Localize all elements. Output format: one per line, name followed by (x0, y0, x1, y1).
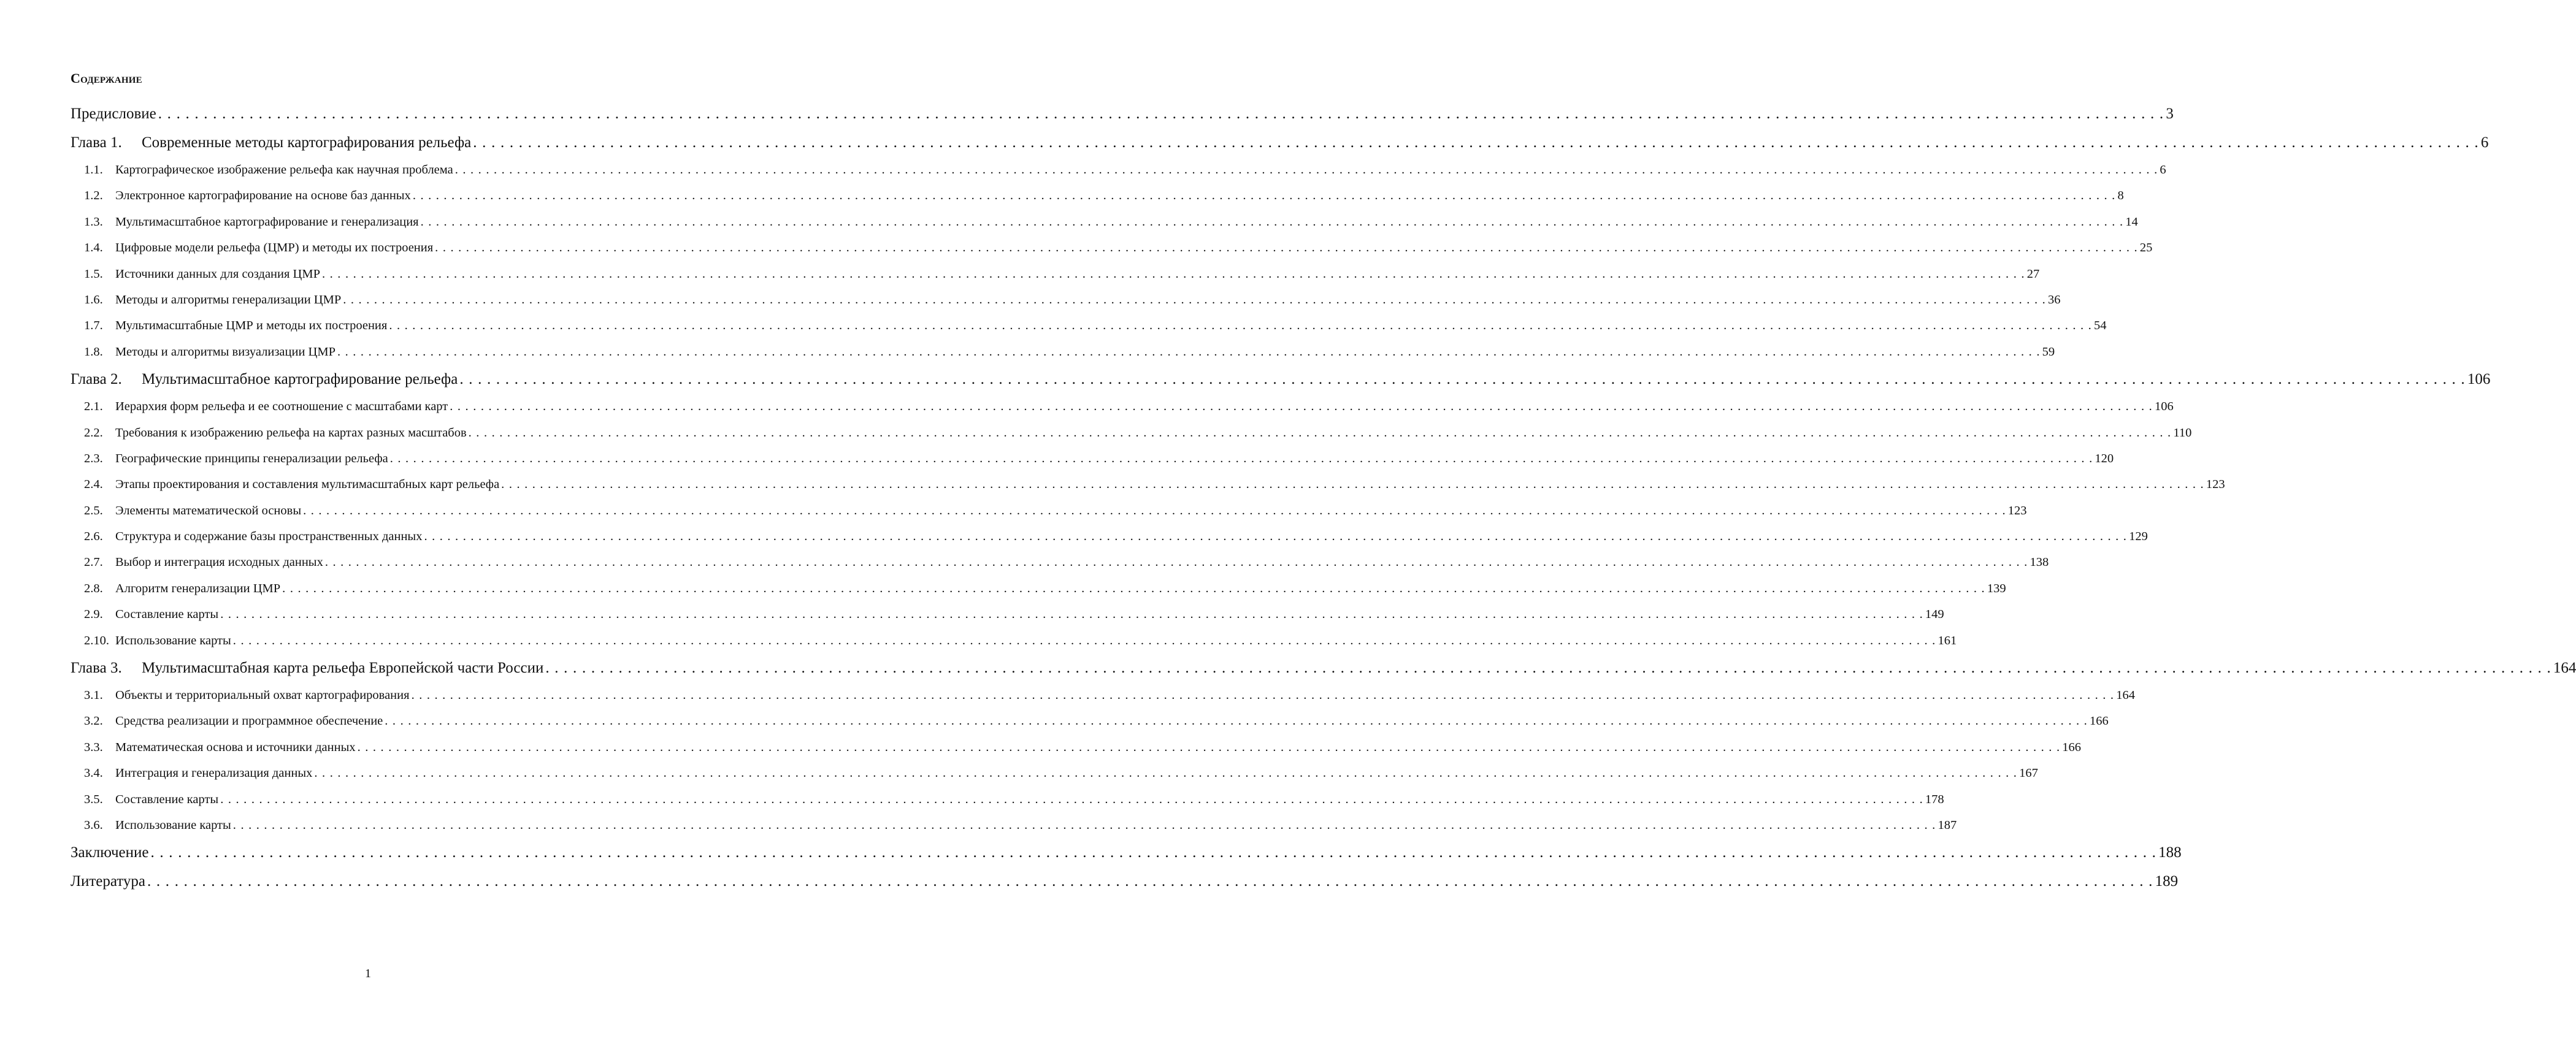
dot-leader: . . . . . . . . . . . . . . . . . . . . . . . . . . . . . . . . . . . . . . . . . . . . . . . . . . . . . . . . . . . . . . . . . . . . . . . . . . . . . . . . . . . . . . . . . . . . . . . . . . . . . . . . . . . . . . . . . . . . . . . . . . . . . . . . . . . . . . . . . . . . . . . . . . . . . . . . . . . . . . . . . . . . . . . . . . . . . . . . . . . . . . . . . . . . . . . . . . . . . . . . . . . . . . . . . . . . . . . . . . . . (413, 183, 2116, 208)
dot-leader: . . . . . . . . . . . . . . . . . . . . . . . . . . . . . . . . . . . . . . . . . . . . . . . . . . . . . . . . . . . . . . . . . . . . . . . . . . . . . . . . . . . . . . . . . . . . . . . . . . . . . . . . . . . . . . . . . . . . . . . . . . . . . . . . . . . . . . . . . . . . . . . . . . . . . . . . . . . . . . . . . . . . . . . . . . . . . . . . . . . . . . . . . . . . . . . . . . . . . . . . . . . . . . . . . . . . . . . . . . . . (325, 549, 2028, 575)
dot-leader: . . . . . . . . . . . . . . . . . . . . . . . . . . . . . . . . . . . . . . . . . . . . . . . . . . . . . . . . . . . . . . . . . . . . . . . . . . . . . . . . . . . . . . . . . . . . . . . . . . . . . . . . . . . . . . . . . . . . . . . . . . . . . . . . . . . . . . . . . . . . . . . . . . . . . . . . . . . . . . . . . . . . . . . . . . . . . . . . . . . . . . . . . . . . . . . . . . . . . . . . . . . . . . . . . . . . . . . . . . . . (545, 654, 2551, 682)
toc-section-entry[interactable] (71, 734, 652, 760)
entry-title: Средства реализации и программное обеспечение (115, 708, 383, 734)
entry-number: Глава 3. (71, 654, 142, 682)
entry-page-number: 161 (1938, 628, 1957, 654)
toc-chapter-entry[interactable] (71, 128, 652, 157)
entry-title: Этапы проектирования и составления мультимасштабных карт рельефа (115, 471, 499, 497)
entry-title: Методы и алгоритмы визуализации ЦМР (115, 339, 335, 365)
toc-section-entry[interactable] (71, 760, 652, 786)
entry-number: 2.7. (84, 549, 115, 575)
entry-title: Литература (71, 867, 145, 896)
entry-title: Мультимасштабное картографирование и генерализация (115, 209, 419, 235)
entry-page-number: 120 (2095, 446, 2114, 471)
entry-number: Глава 2. (71, 365, 142, 394)
entry-page-number: 164 (2116, 682, 2135, 708)
entry-page-number: 123 (2206, 471, 2225, 497)
toc-chapter-entry[interactable] (71, 365, 652, 394)
dot-leader: . . . . . . . . . . . . . . . . . . . . . . . . . . . . . . . . . . . . . . . . . . . . . . . . . . . . . . . . . . . . . . . . . . . . . . . . . . . . . . . . . . . . . . . . . . . . . . . . . . . . . . . . . . . . . . . . . . . . . . . . . . . . . . . . . . . . . . . . . . . . . . . . . . . . . . . . . . . . . . . . . . . . . . . . . . . . . . . . . . . . . . . . . . . . . . . . . . . . . . . . . . . . . . . . . . . . . . . . . . . . (421, 209, 2124, 235)
dot-leader: . . . . . . . . . . . . . . . . . . . . . . . . . . . . . . . . . . . . . . . . . . . . . . . . . . . . . . . . . . . . . . . . . . . . . . . . . . . . . . . . . . . . . . . . . . . . . . . . . . . . . . . . . . . . . . . . . . . . . . . . . . . . . . . . . . . . . . . . . . . . . . . . . . . . . . . . . . . . . . . . . . . . . . . . . . . . . . . . . . . . . . . . . . . . . . . . . . . . . . . . . . . . . . . . . . . . . . . . . . . . (322, 261, 2025, 287)
dot-leader: . . . . . . . . . . . . . . . . . . . . . . . . . . . . . . . . . . . . . . . . . . . . . . . . . . . . . . . . . . . . . . . . . . . . . . . . . . . . . . . . . . . . . . . . . . . . . . . . . . . . . . . . . . . . . . . . . . . . . . . . . . . . . . . . . . . . . . . . . . . . . . . . . . . . . . . . . . . . . . . . . . . . . . . . . . . . . . . . . . . . . . . . . . . . . . . . . . . . . . . . . . . . . . . . . . . . . . . . . . . . (314, 760, 2017, 786)
entry-page-number: 123 (2008, 498, 2027, 524)
toc-section-entry[interactable] (71, 157, 652, 183)
entry-title: Математическая основа и источники данных (115, 734, 356, 760)
entry-title: Элементы математической основы (115, 498, 301, 524)
entry-title: Мультимасштабная карта рельефа Европейской части России (142, 654, 543, 682)
entry-title: Составление карты (115, 787, 218, 812)
entry-title: Предисловие (71, 99, 156, 128)
entry-number: 3.4. (84, 760, 115, 786)
entry-number: Глава 1. (71, 128, 142, 157)
entry-title: Мультимасштабные ЦМР и методы их построения (115, 313, 387, 338)
entry-number: 3.6. (84, 812, 115, 838)
dot-leader: . . . . . . . . . . . . . . . . . . . . . . . . . . . . . . . . . . . . . . . . . . . . . . . . . . . . . . . . . . . . . . . . . . . . . . . . . . . . . . . . . . . . . . . . . . . . . . . . . . . . . . . . . . . . . . . . . . . . . . . . . . . . . . . . . . . . . . . . . . . . . . . . . . . . . . . . . . . . . . . . . . . . . . . . . . . . . . . . . . . . . . . . . . . . . . . . . . . . . . . . . . . . . . . . . . . . . . . . . . . . (469, 420, 2172, 446)
entry-number: 1.7. (84, 313, 115, 338)
toc-section-entry[interactable] (71, 339, 652, 365)
toc-section-entry[interactable] (71, 261, 652, 287)
entry-number: 2.3. (84, 446, 115, 471)
dot-leader: . . . . . . . . . . . . . . . . . . . . . . . . . . . . . . . . . . . . . . . . . . . . . . . . . . . . . . . . . . . . . . . . . . . . . . . . . . . . . . . . . . . . . . . . . . . . . . . . . . . . . . . . . . . . . . . . . . . . . . . . . . . . . . . . . . . . . . . . . . . . . . . . . . . . . . . . . . . . . . . . . . . . . . . . . . . . . . . . . . . . . . . . . . . . . . . . . . . . . . . . . . . . . . . . . . . . . . . . . . . . (501, 471, 2204, 497)
entry-page-number: 106 (2467, 365, 2491, 394)
toc-section-entry[interactable] (71, 394, 652, 419)
dot-leader: . . . . . . . . . . . . . . . . . . . . . . . . . . . . . . . . . . . . . . . . . . . . . . . . . . . . . . . . . . . . . . . . . . . . . . . . . . . . . . . . . . . . . . . . . . . . . . . . . . . . . . . . . . . . . . . . . . . . . . . . . . . . . . . . . . . . . . . . . . . . . . . . . . . . . . . . . . . . . . . . . . . . . . . . . . . . . . . . . . . . . . . . . . . . . . . . . . . . . . . . . . . . . . . . . . . . . . . . . . . . (358, 734, 2061, 760)
entry-title: Требования к изображению рельефа на картах разных масштабов (115, 420, 467, 446)
entry-number: 3.2. (84, 708, 115, 734)
toc-section-entry[interactable] (71, 498, 652, 524)
entry-page-number: 138 (2030, 549, 2049, 575)
entry-number: 3.3. (84, 734, 115, 760)
entry-page-number: 14 (2125, 209, 2138, 235)
toc-section-entry[interactable] (71, 420, 652, 446)
entry-title: Источники данных для создания ЦМР (115, 261, 320, 287)
entry-page-number: 167 (2019, 760, 2038, 786)
dot-leader: . . . . . . . . . . . . . . . . . . . . . . . . . . . . . . . . . . . . . . . . . . . . . . . . . . . . . . . . . . . . . . . . . . . . . . . . . . . . . . . . . . . . . . . . . . . . . . . . . . . . . . . . . . . . . . . . . . . . . . . . . . . . . . . . . . . . . . . . . . . . . . . . . . . . . . . . . . . . . . . . . . . . . . . . . . . . . . . . . . . . . . . . . . . . . . . . . . . . . . . . . . . . . . . . . . . . . . . . . . . . (147, 867, 2153, 896)
entry-number: 2.6. (84, 524, 115, 549)
entry-title: Иерархия форм рельефа и ее соотношение с масштабами карт (115, 394, 448, 419)
toc-section-entry[interactable] (71, 576, 652, 601)
entry-number: 2.2. (84, 420, 115, 446)
entry-page-number: 8 (2118, 183, 2124, 208)
dot-leader: . . . . . . . . . . . . . . . . . . . . . . . . . . . . . . . . . . . . . . . . . . . . . . . . . . . . . . . . . . . . . . . . . . . . . . . . . . . . . . . . . . . . . . . . . . . . . . . . . . . . . . . . . . . . . . . . . . . . . . . . . . . . . . . . . . . . . . . . . . . . . . . . . . . . . . . . . . . . . . . . . . . . . . . . . . . . . . . . . . . . . . . . . . . . . . . . . . . . . . . . . . . . . . . . . . . . . . . . . . . . (220, 601, 1923, 627)
entry-title: Выбор и интеграция исходных данных (115, 549, 323, 575)
entry-page-number: 189 (2155, 867, 2179, 896)
entry-number: 1.8. (84, 339, 115, 365)
dot-leader: . . . . . . . . . . . . . . . . . . . . . . . . . . . . . . . . . . . . . . . . . . . . . . . . . . . . . . . . . . . . . . . . . . . . . . . . . . . . . . . . . . . . . . . . . . . . . . . . . . . . . . . . . . . . . . . . . . . . . . . . . . . . . . . . . . . . . . . . . . . . . . . . . . . . . . . . . . . . . . . . . . . . . . . . . . . . . . . . . . . . . . . . . . . . . . . . . . . . . . . . . . . . . . . . . . . . . . . . . . . . (424, 524, 2127, 549)
dot-leader: . . . . . . . . . . . . . . . . . . . . . . . . . . . . . . . . . . . . . . . . . . . . . . . . . . . . . . . . . . . . . . . . . . . . . . . . . . . . . . . . . . . . . . . . . . . . . . . . . . . . . . . . . . . . . . . . . . . . . . . . . . . . . . . . . . . . . . . . . . . . . . . . . . . . . . . . . . . . . . . . . . . . . . . . . . . . . . . . . . . . . . . . . . . . . . . . . . . . . . . . . . . . . . . . . . . . . . . . . . . . (459, 365, 2466, 394)
entry-title: Использование карты (115, 628, 231, 654)
entry-title: Использование карты (115, 812, 231, 838)
entry-number: 2.10. (84, 628, 115, 654)
dot-leader: . . . . . . . . . . . . . . . . . . . . . . . . . . . . . . . . . . . . . . . . . . . . . . . . . . . . . . . . . . . . . . . . . . . . . . . . . . . . . . . . . . . . . . . . . . . . . . . . . . . . . . . . . . . . . . . . . . . . . . . . . . . . . . . . . . . . . . . . . . . . . . . . . . . . . . . . . . . . . . . . . . . . . . . . . . . . . . . . . . . . . . . . . . . . . . . . . . . . . . . . . . . . . . . . . . . . . . . . . . . . (233, 628, 1936, 654)
entry-number: 1.6. (84, 287, 115, 313)
entry-page-number: 178 (1925, 787, 1944, 812)
entry-number: 3.5. (84, 787, 115, 812)
toc-section-entry[interactable] (71, 812, 652, 838)
entry-title: Интеграция и генерализация данных (115, 760, 312, 786)
entry-page-number: 6 (2481, 128, 2489, 157)
toc-section-entry[interactable] (71, 313, 652, 338)
entry-title: Составление карты (115, 601, 218, 627)
dot-leader: . . . . . . . . . . . . . . . . . . . . . . . . . . . . . . . . . . . . . . . . . . . . . . . . . . . . . . . . . . . . . . . . . . . . . . . . . . . . . . . . . . . . . . . . . . . . . . . . . . . . . . . . . . . . . . . . . . . . . . . . . . . . . . . . . . . . . . . . . . . . . . . . . . . . . . . . . . . . . . . . . . . . . . . . . . . . . . . . . . . . . . . . . . . . . . . . . . . . . . . . . . . . . . . . . . . . . . . . . . . . (220, 787, 1923, 812)
dot-leader: . . . . . . . . . . . . . . . . . . . . . . . . . . . . . . . . . . . . . . . . . . . . . . . . . . . . . . . . . . . . . . . . . . . . . . . . . . . . . . . . . . . . . . . . . . . . . . . . . . . . . . . . . . . . . . . . . . . . . . . . . . . . . . . . . . . . . . . . . . . . . . . . . . . . . . . . . . . . . . . . . . . . . . . . . . . . . . . . . . . . . . . . . . . . . . . . . . . . . . . . . . . . . . . . . . . . . . . . . . . . (455, 157, 2158, 183)
entry-number: 2.9. (84, 601, 115, 627)
entry-title: Картографическое изображение рельефа как научная проблема (115, 157, 453, 183)
entry-page-number: 129 (2129, 524, 2148, 549)
entry-title: Алгоритм генерализации ЦМР (115, 576, 280, 601)
toc-heading: Содержание (71, 71, 142, 86)
dot-leader: . . . . . . . . . . . . . . . . . . . . . . . . . . . . . . . . . . . . . . . . . . . . . . . . . . . . . . . . . . . . . . . . . . . . . . . . . . . . . . . . . . . . . . . . . . . . . . . . . . . . . . . . . . . . . . . . . . . . . . . . . . . . . . . . . . . . . . . . . . . . . . . . . . . . . . . . . . . . . . . . . . . . . . . . . . . . . . . . . . . . . . . . . . . . . . . . . . . . . . . . . . . . . . . . . . . . . . . . . . . . (158, 99, 2164, 128)
toc-section-entry[interactable] (71, 628, 652, 654)
entry-number: 2.5. (84, 498, 115, 524)
toc-chapter-entry[interactable] (71, 838, 652, 867)
entry-number: 1.2. (84, 183, 115, 208)
entry-page-number: 6 (2160, 157, 2166, 183)
dot-leader: . . . . . . . . . . . . . . . . . . . . . . . . . . . . . . . . . . . . . . . . . . . . . . . . . . . . . . . . . . . . . . . . . . . . . . . . . . . . . . . . . . . . . . . . . . . . . . . . . . . . . . . . . . . . . . . . . . . . . . . . . . . . . . . . . . . . . . . . . . . . . . . . . . . . . . . . . . . . . . . . . . . . . . . . . . . . . . . . . . . . . . . . . . . . . . . . . . . . . . . . . . . . . . . . . . . . . . . . . . . . (337, 339, 2041, 365)
entry-page-number: 188 (2158, 838, 2182, 867)
entry-number: 1.3. (84, 209, 115, 235)
entry-title: Электронное картографирование на основе баз данных (115, 183, 411, 208)
entry-page-number: 187 (1938, 812, 1957, 838)
toc-section-entry[interactable] (71, 471, 652, 497)
entry-title: Методы и алгоритмы генерализации ЦМР (115, 287, 341, 313)
toc-section-entry[interactable] (71, 524, 652, 549)
toc-section-entry[interactable] (71, 183, 652, 208)
entry-page-number: 166 (2062, 734, 2081, 760)
entry-title: Заключение (71, 838, 149, 867)
toc-section-entry[interactable] (71, 446, 652, 471)
entry-number: 2.8. (84, 576, 115, 601)
toc-section-entry[interactable] (71, 682, 652, 708)
dot-leader: . . . . . . . . . . . . . . . . . . . . . . . . . . . . . . . . . . . . . . . . . . . . . . . . . . . . . . . . . . . . . . . . . . . . . . . . . . . . . . . . . . . . . . . . . . . . . . . . . . . . . . . . . . . . . . . . . . . . . . . . . . . . . . . . . . . . . . . . . . . . . . . . . . . . . . . . . . . . . . . . . . . . . . . . . . . . . . . . . . . . . . . . . . . . . . . . . . . . . . . . . . . . . . . . . . . . . . . . . . . . (412, 682, 2115, 708)
entry-page-number: 110 (2173, 420, 2191, 446)
dot-leader: . . . . . . . . . . . . . . . . . . . . . . . . . . . . . . . . . . . . . . . . . . . . . . . . . . . . . . . . . . . . . . . . . . . . . . . . . . . . . . . . . . . . . . . . . . . . . . . . . . . . . . . . . . . . . . . . . . . . . . . . . . . . . . . . . . . . . . . . . . . . . . . . . . . . . . . . . . . . . . . . . . . . . . . . . . . . . . . . . . . . . . . . . . . . . . . . . . . . . . . . . . . . . . . . . . . . . . . . . . . . (282, 576, 1985, 601)
entry-page-number: 3 (2166, 99, 2174, 128)
dot-leader: . . . . . . . . . . . . . . . . . . . . . . . . . . . . . . . . . . . . . . . . . . . . . . . . . . . . . . . . . . . . . . . . . . . . . . . . . . . . . . . . . . . . . . . . . . . . . . . . . . . . . . . . . . . . . . . . . . . . . . . . . . . . . . . . . . . . . . . . . . . . . . . . . . . . . . . . . . . . . . . . . . . . . . . . . . . . . . . . . . . . . . . . . . . . . . . . . . . . . . . . . . . . . . . . . . . . . . . . . . . . (435, 235, 2138, 261)
toc-section-entry[interactable] (71, 601, 652, 627)
toc-section-entry[interactable] (71, 235, 652, 261)
entry-number: 3.1. (84, 682, 115, 708)
entry-page-number: 25 (2140, 235, 2153, 261)
toc-section-entry[interactable] (71, 209, 652, 235)
dot-leader: . . . . . . . . . . . . . . . . . . . . . . . . . . . . . . . . . . . . . . . . . . . . . . . . . . . . . . . . . . . . . . . . . . . . . . . . . . . . . . . . . . . . . . . . . . . . . . . . . . . . . . . . . . . . . . . . . . . . . . . . . . . . . . . . . . . . . . . . . . . . . . . . . . . . . . . . . . . . . . . . . . . . . . . . . . . . . . . . . . . . . . . . . . . . . . . . . . . . . . . . . . . . . . . . . . . . . . . . . . . . (151, 838, 2157, 867)
toc-chapter-entry[interactable] (71, 867, 652, 896)
entry-number: 2.1. (84, 394, 115, 419)
toc-chapter-entry[interactable] (71, 99, 652, 128)
entry-title: Структура и содержание базы пространственных данных (115, 524, 422, 549)
toc-section-entry[interactable] (71, 287, 652, 313)
entry-number: 1.4. (84, 235, 115, 261)
entry-page-number: 59 (2042, 339, 2055, 365)
entry-page-number: 166 (2090, 708, 2109, 734)
toc-section-entry[interactable] (71, 787, 652, 812)
entry-number: 1.1. (84, 157, 115, 183)
entry-title: Мультимасштабное картографирование рельефа (142, 365, 458, 394)
dot-leader: . . . . . . . . . . . . . . . . . . . . . . . . . . . . . . . . . . . . . . . . . . . . . . . . . . . . . . . . . . . . . . . . . . . . . . . . . . . . . . . . . . . . . . . . . . . . . . . . . . . . . . . . . . . . . . . . . . . . . . . . . . . . . . . . . . . . . . . . . . . . . . . . . . . . . . . . . . . . . . . . . . . . . . . . . . . . . . . . . . . . . . . . . . . . . . . . . . . . . . . . . . . . . . . . . . . . . . . . . . . . (389, 313, 2092, 338)
entry-page-number: 164 (2553, 654, 2576, 682)
entry-title: Географические принципы генерализации рельефа (115, 446, 388, 471)
table-of-contents (71, 99, 652, 896)
dot-leader: . . . . . . . . . . . . . . . . . . . . . . . . . . . . . . . . . . . . . . . . . . . . . . . . . . . . . . . . . . . . . . . . . . . . . . . . . . . . . . . . . . . . . . . . . . . . . . . . . . . . . . . . . . . . . . . . . . . . . . . . . . . . . . . . . . . . . . . . . . . . . . . . . . . . . . . . . . . . . . . . . . . . . . . . . . . . . . . . . . . . . . . . . . . . . . . . . . . . . . . . . . . . . . . . . . . . . . . . . . . . (233, 812, 1936, 838)
document-page (0, 0, 736, 1041)
entry-title: Современные методы картографирования рельефа (142, 128, 471, 157)
entry-title: Объекты и территориальный охват картографирования (115, 682, 410, 708)
toc-section-entry[interactable] (71, 708, 652, 734)
entry-number: 1.5. (84, 261, 115, 287)
dot-leader: . . . . . . . . . . . . . . . . . . . . . . . . . . . . . . . . . . . . . . . . . . . . . . . . . . . . . . . . . . . . . . . . . . . . . . . . . . . . . . . . . . . . . . . . . . . . . . . . . . . . . . . . . . . . . . . . . . . . . . . . . . . . . . . . . . . . . . . . . . . . . . . . . . . . . . . . . . . . . . . . . . . . . . . . . . . . . . . . . . . . . . . . . . . . . . . . . . . . . . . . . . . . . . . . . . . . . . . . . . . . (473, 128, 2479, 157)
page-number: 1 (0, 967, 736, 981)
dot-leader: . . . . . . . . . . . . . . . . . . . . . . . . . . . . . . . . . . . . . . . . . . . . . . . . . . . . . . . . . . . . . . . . . . . . . . . . . . . . . . . . . . . . . . . . . . . . . . . . . . . . . . . . . . . . . . . . . . . . . . . . . . . . . . . . . . . . . . . . . . . . . . . . . . . . . . . . . . . . . . . . . . . . . . . . . . . . . . . . . . . . . . . . . . . . . . . . . . . . . . . . . . . . . . . . . . . . . . . . . . . . (390, 446, 2093, 471)
entry-page-number: 54 (2094, 313, 2107, 338)
entry-page-number: 106 (2155, 394, 2174, 419)
entry-title: Цифровые модели рельефа (ЦМР) и методы их построения (115, 235, 433, 261)
dot-leader: . . . . . . . . . . . . . . . . . . . . . . . . . . . . . . . . . . . . . . . . . . . . . . . . . . . . . . . . . . . . . . . . . . . . . . . . . . . . . . . . . . . . . . . . . . . . . . . . . . . . . . . . . . . . . . . . . . . . . . . . . . . . . . . . . . . . . . . . . . . . . . . . . . . . . . . . . . . . . . . . . . . . . . . . . . . . . . . . . . . . . . . . . . . . . . . . . . . . . . . . . . . . . . . . . . . . . . . . . . . . (343, 287, 2046, 313)
entry-page-number: 36 (2048, 287, 2061, 313)
entry-page-number: 27 (2027, 261, 2040, 287)
dot-leader: . . . . . . . . . . . . . . . . . . . . . . . . . . . . . . . . . . . . . . . . . . . . . . . . . . . . . . . . . . . . . . . . . . . . . . . . . . . . . . . . . . . . . . . . . . . . . . . . . . . . . . . . . . . . . . . . . . . . . . . . . . . . . . . . . . . . . . . . . . . . . . . . . . . . . . . . . . . . . . . . . . . . . . . . . . . . . . . . . . . . . . . . . . . . . . . . . . . . . . . . . . . . . . . . . . . . . . . . . . . . (303, 498, 2006, 524)
toc-chapter-entry[interactable] (71, 654, 652, 682)
dot-leader: . . . . . . . . . . . . . . . . . . . . . . . . . . . . . . . . . . . . . . . . . . . . . . . . . . . . . . . . . . . . . . . . . . . . . . . . . . . . . . . . . . . . . . . . . . . . . . . . . . . . . . . . . . . . . . . . . . . . . . . . . . . . . . . . . . . . . . . . . . . . . . . . . . . . . . . . . . . . . . . . . . . . . . . . . . . . . . . . . . . . . . . . . . . . . . . . . . . . . . . . . . . . . . . . . . . . . . . . . . . . (450, 394, 2153, 419)
dot-leader: . . . . . . . . . . . . . . . . . . . . . . . . . . . . . . . . . . . . . . . . . . . . . . . . . . . . . . . . . . . . . . . . . . . . . . . . . . . . . . . . . . . . . . . . . . . . . . . . . . . . . . . . . . . . . . . . . . . . . . . . . . . . . . . . . . . . . . . . . . . . . . . . . . . . . . . . . . . . . . . . . . . . . . . . . . . . . . . . . . . . . . . . . . . . . . . . . . . . . . . . . . . . . . . . . . . . . . . . . . . . (385, 708, 2088, 734)
entry-page-number: 149 (1925, 601, 1944, 627)
entry-page-number: 139 (1987, 576, 2006, 601)
entry-number: 2.4. (84, 471, 115, 497)
toc-section-entry[interactable] (71, 549, 652, 575)
